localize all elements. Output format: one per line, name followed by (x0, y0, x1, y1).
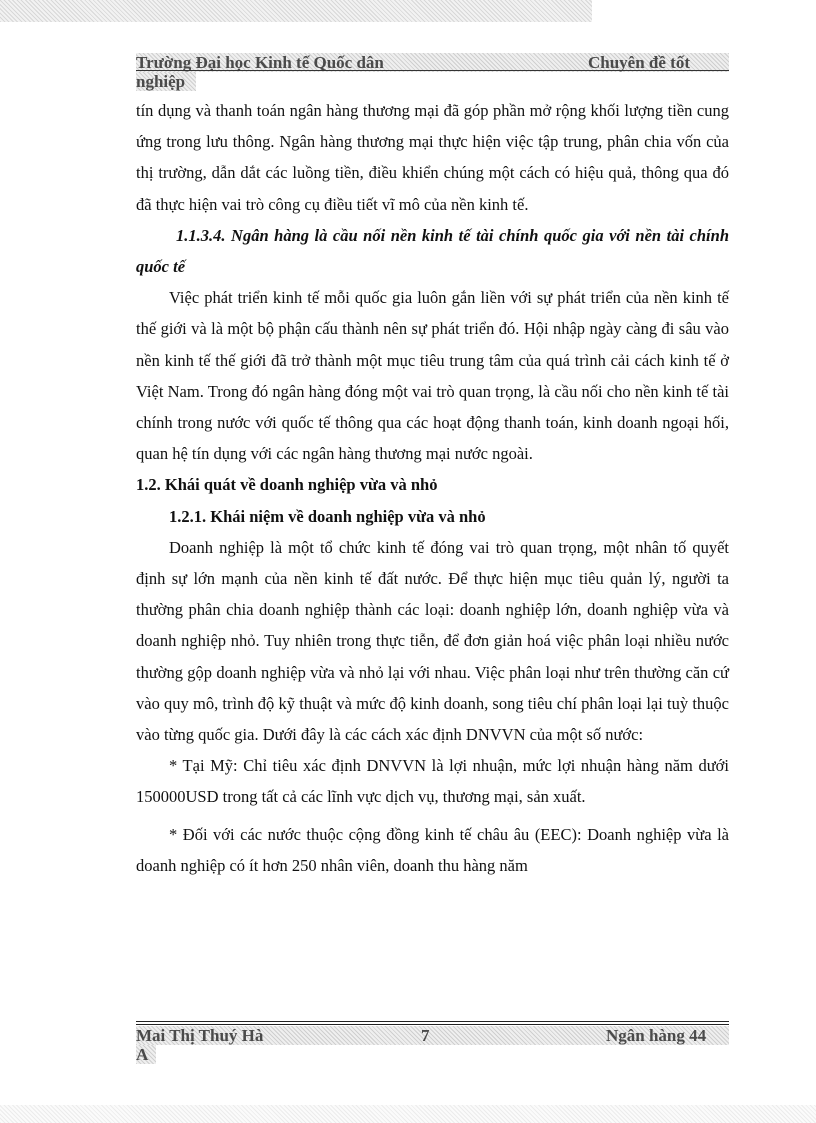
footer-class: Ngân hàng 44 (606, 1026, 707, 1045)
heading-1-2-1: 1.2.1. Khái niệm về doanh nghiệp vừa và nhỏ (169, 506, 486, 526)
footer-page-number: 7 (421, 1026, 430, 1045)
page-content (136, 95, 729, 881)
header-doc-type: Chuyên đề tốt (588, 53, 691, 72)
bottom-scan-strip (0, 1105, 816, 1123)
header-school: Trường Đại học Kinh tế Quốc dân (136, 53, 384, 72)
page-header (136, 53, 729, 93)
paragraph-1: tín dụng và thanh toán ngân hàng thương mại đã góp phần mở rộng khối lượng tiền cung ứng trong lưu thông. Ngân hàng thương mại thực hiện việc tập trung, phân chia vốn của thị trường, dẫn dắt các luồng tiền, điều khiển chúng một cách có hiệu quả, thông qua đó đã thực hiện vai trò công cụ điều tiết vĩ mô của nền kinh tế. (136, 101, 729, 214)
header-doc-type-cont: nghiệp (136, 72, 186, 91)
heading-1-2: 1.2. Khái quát về doanh nghiệp vừa và nhỏ (136, 475, 438, 495)
paragraph-2: Việc phát triển kinh tế mỗi quốc gia luôn gắn liền với sự phát triển của nền kinh tế thế giới và là một bộ phận cấu thành nên sự phát triển đó. Hội nhập ngày càng đi sâu vào nền kinh tế thế giới đã trở thành một mục tiêu trung tâm của quá trình cải cách kinh tế ở Việt Nam. Trong đó ngân hàng đóng một vai trò quan trọng, là cầu nối cho nền kinh tế tài chính trong nước với quốc tế thông qua các hoạt động thanh toán, kinh doanh ngoại hối, quan hệ tín dụng với các ngân hàng thương mại nước ngoài. (136, 288, 729, 464)
page-footer (136, 1018, 729, 1068)
paragraph-5: * Đối với các nước thuộc cộng đồng kinh tế châu âu (EEC): Doanh nghiệp vừa là doanh nghiệp có ít hơn 250 nhân viên, doanh thu hàng năm (136, 824, 729, 875)
paragraph-3: Doanh nghiệp là một tổ chức kinh tế đóng vai trò quan trọng, một nhân tố quyết định sự lớn mạnh của nền kinh tế đất nước. Để thực hiện mục tiêu quản lý, người ta thường phân chia doanh nghiệp thành các loại: doanh nghiệp lớn, doanh nghiệp vừa và doanh nghiệp nhỏ. Tuy nhiên trong thực tiễn, để đơn giản hoá việc phân loại nhiều nước thường gộp doanh nghiệp vừa và nhỏ lại với nhau. Việc phân loại như trên thường căn cứ vào quy mô, trình độ kỹ thuật và mức độ kinh doanh, song tiêu chí phân loại lại tuỳ thuộc vào từng quốc gia. Dưới đây là các cách xác định DNVVN của một số nước: (136, 537, 729, 745)
top-scan-strip (0, 0, 592, 22)
heading-1-1-3-4: 1.1.3.4. Ngân hàng là cầu nối nền kinh tế tài chính quốc gia với nền tài chính quốc tế (136, 225, 729, 277)
footer-author: Mai Thị Thuý Hà (136, 1026, 264, 1045)
paragraph-4: * Tại Mỹ: Chỉ tiêu xác định DNVVN là lợi nhuận, mức lợi nhuận hàng năm dưới 150000USD trong tất cả các lĩnh vực dịch vụ, thương mại, sản xuất. (136, 756, 729, 807)
footer-author-cont: A (136, 1045, 149, 1064)
footer-rule-bottom (136, 1024, 729, 1025)
header-rule (136, 70, 729, 71)
footer-rule-top (136, 1021, 729, 1022)
